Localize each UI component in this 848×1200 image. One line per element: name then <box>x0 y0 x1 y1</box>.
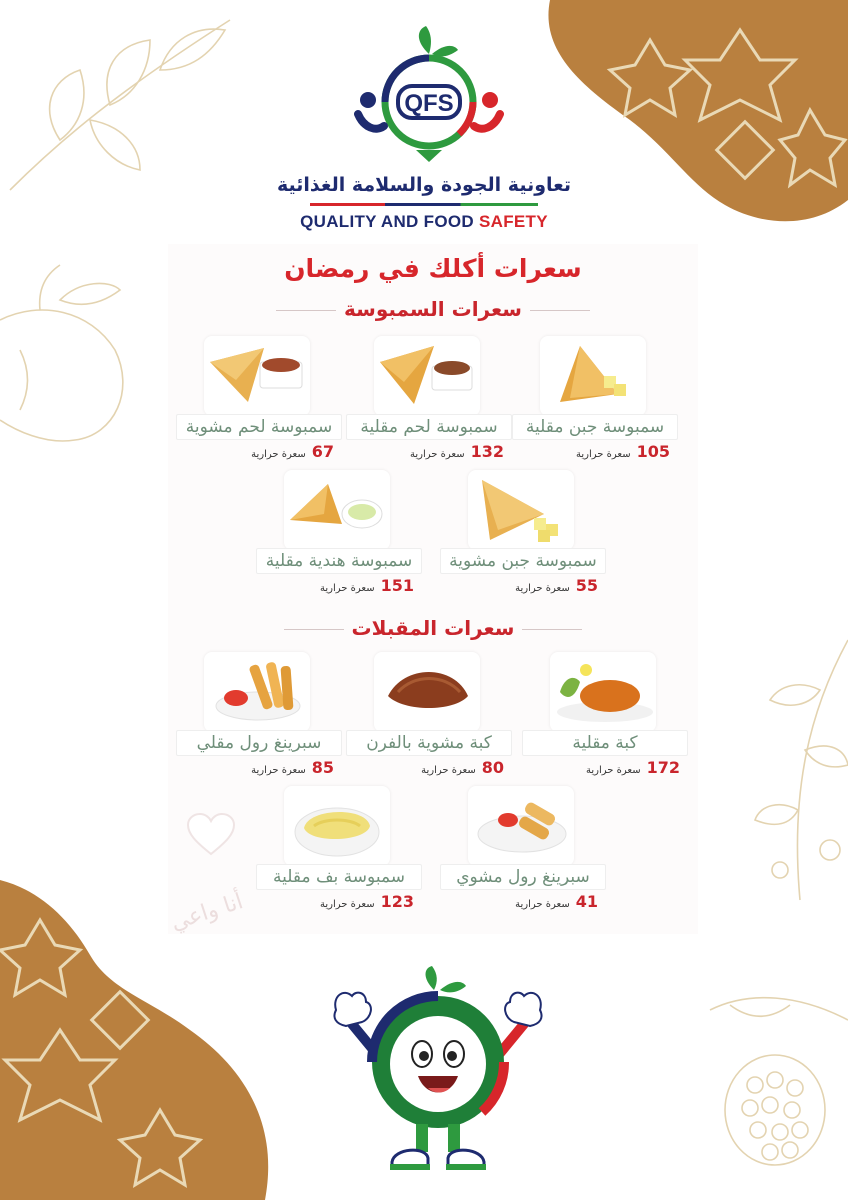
calorie-value: 123 <box>380 892 414 911</box>
calorie-value: 151 <box>380 576 414 595</box>
mascot-character <box>322 966 554 1176</box>
food-card-fried-cheese-samosa <box>512 336 676 461</box>
food-card-grilled-spring-roll <box>440 786 604 911</box>
calorie-label <box>320 892 414 912</box>
calorie-unit: سعرة حرارية <box>251 449 306 460</box>
calorie-label <box>320 576 414 596</box>
calorie-value: 172 <box>646 758 680 777</box>
food-card-baked-kibbeh <box>346 652 510 777</box>
food-card-fried-puff-samosa <box>256 786 420 911</box>
food-card-grilled-cheese-samosa <box>440 470 604 595</box>
baked-kibbeh-image <box>374 652 480 732</box>
food-card-fried-spring-roll <box>176 652 340 777</box>
decorative-berry-bottom-right <box>700 990 848 1180</box>
calorie-unit: سعرة حرارية <box>515 899 570 910</box>
heart-icon <box>186 812 236 856</box>
calorie-label <box>251 442 334 462</box>
calorie-label <box>251 758 334 778</box>
watermark-text: أنا واعي <box>167 889 247 936</box>
calorie-value: 80 <box>481 758 504 777</box>
calorie-unit: سعرة حرارية <box>320 583 375 594</box>
section-heading-samosa: سعرات السمبوسة <box>168 297 698 321</box>
calorie-value: 67 <box>311 442 334 461</box>
calorie-value: 132 <box>470 442 504 461</box>
calorie-unit: سعرة حرارية <box>320 899 375 910</box>
food-name: سمبوسة جبن مقلية <box>512 414 678 440</box>
food-name: سبرينغ رول مشوي <box>440 864 606 890</box>
calorie-label <box>515 576 598 596</box>
food-name: كبة مشوية بالفرن <box>346 730 512 756</box>
calorie-unit: سعرة حرارية <box>515 583 570 594</box>
section-heading-appetizers: سعرات المقبلات <box>168 616 698 640</box>
food-card-fried-kibbeh <box>522 652 686 777</box>
organization-name-english <box>270 212 578 232</box>
brand-color-divider <box>310 203 538 206</box>
fried-spring-roll-image <box>204 652 310 732</box>
food-name: سمبوسة لحم مشوية <box>176 414 342 440</box>
calorie-value: 55 <box>575 576 598 595</box>
logo-letters: QFS <box>404 90 454 117</box>
decorative-pattern-top-right <box>540 0 848 230</box>
calorie-value: 85 <box>311 758 334 777</box>
grilled-meat-samosa-image <box>204 336 310 416</box>
org-name-english-part1: QUALITY AND FOOD <box>300 212 474 231</box>
calorie-value: 41 <box>575 892 598 911</box>
qfs-logo <box>354 22 504 172</box>
food-name: سمبوسة جبن مشوية <box>440 548 606 574</box>
fried-cheese-samosa-image <box>540 336 646 416</box>
calorie-unit: سعرة حرارية <box>251 765 306 776</box>
org-name-english-part2: SAFETY <box>479 212 548 231</box>
decorative-branch-right <box>750 630 848 910</box>
grilled-cheese-samosa-image <box>468 470 574 550</box>
food-card-fried-meat-samosa <box>346 336 510 461</box>
calorie-unit: سعرة حرارية <box>410 449 465 460</box>
fried-kibbeh-image <box>550 652 656 732</box>
fried-puff-samosa-image <box>284 786 390 866</box>
calorie-value: 105 <box>636 442 670 461</box>
food-card-fried-indian-samosa <box>256 470 420 595</box>
organization-name-arabic: تعاونية الجودة والسلامة الغذائية <box>276 174 572 196</box>
calorie-label <box>421 758 504 778</box>
calorie-unit: سعرة حرارية <box>576 449 631 460</box>
calorie-unit: سعرة حرارية <box>586 765 641 776</box>
grilled-spring-roll-image <box>468 786 574 866</box>
calorie-unit: سعرة حرارية <box>421 765 476 776</box>
decorative-apple-left <box>0 260 130 460</box>
food-name: كبة مقلية <box>522 730 688 756</box>
fried-indian-samosa-image <box>284 470 390 550</box>
poster-title: سعرات أكلك في رمضان <box>284 254 582 283</box>
food-name: سبرينغ رول مقلي <box>176 730 342 756</box>
calorie-label <box>410 442 504 462</box>
decorative-branch-top-left <box>0 0 240 200</box>
food-name: سمبوسة بف مقلية <box>256 864 422 890</box>
food-name: سمبوسة لحم مقلية <box>346 414 512 440</box>
food-card-grilled-meat-samosa <box>176 336 340 461</box>
fried-meat-samosa-image <box>374 336 480 416</box>
calorie-label <box>586 758 680 778</box>
calorie-label <box>576 442 670 462</box>
calorie-label <box>515 892 598 912</box>
food-name: سمبوسة هندية مقلية <box>256 548 422 574</box>
